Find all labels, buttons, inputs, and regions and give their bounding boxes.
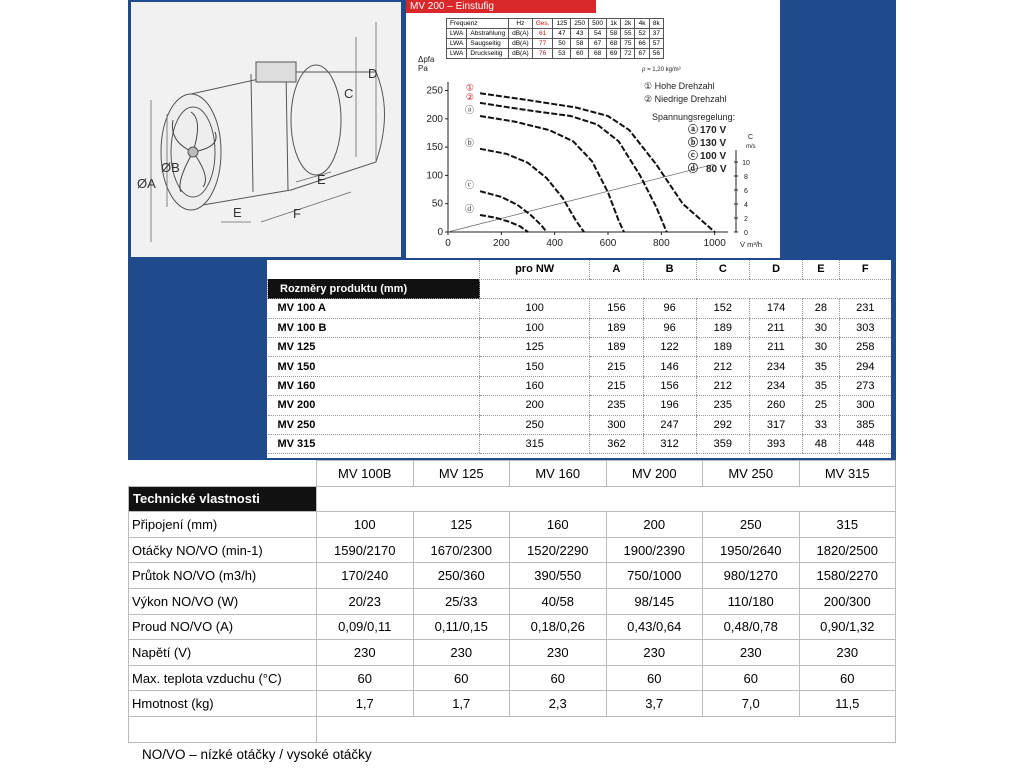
noise-cell: 58 xyxy=(607,29,621,39)
tech-row-label: Otáčky NO/VO (min-1) xyxy=(129,537,317,563)
density-note: ρ = 1,20 kg/m³ xyxy=(642,67,681,73)
y-label-top: Δpfa xyxy=(418,55,435,64)
voltage-value: 170 V xyxy=(700,125,727,136)
y-tick-label: 0 xyxy=(437,227,443,238)
dims-cell: 96 xyxy=(643,299,696,318)
tech-footnote: NO/VO – nízké otáčky / vysoké otáčky xyxy=(142,747,372,762)
noise-header-cell: 1k xyxy=(607,19,621,29)
tech-cell: 3,7 xyxy=(606,691,703,717)
dims-row xyxy=(268,299,892,318)
y-tick-label: 50 xyxy=(431,198,443,210)
curve-series-label: ① xyxy=(465,82,474,93)
tech-body xyxy=(129,512,896,717)
noise-header-cell: 250 xyxy=(571,19,589,29)
tech-cell: 1950/2640 xyxy=(703,537,800,563)
noise-header-cell: 4k xyxy=(635,19,649,29)
curve-series-label: ⓒ xyxy=(464,180,474,191)
curve-title: MV 200 – Einstufig xyxy=(406,0,596,13)
tech-cell: 60 xyxy=(317,665,414,691)
x-tick-label: 0 xyxy=(445,238,451,249)
dims-header-cell: D xyxy=(749,260,802,279)
noise-cell: 67 xyxy=(635,49,649,59)
tech-cell: 1,7 xyxy=(413,691,510,717)
dims-cell: 235 xyxy=(696,396,749,415)
dims-cell: 250 xyxy=(480,415,590,434)
noise-row-label: Abstrahlung xyxy=(467,29,509,39)
tech-row-label: Průtok NO/VO (m3/h) xyxy=(129,563,317,589)
tech-cell: 1670/2300 xyxy=(413,537,510,563)
dims-header-cell: pro NW xyxy=(480,260,590,279)
tech-cell: 110/180 xyxy=(703,588,800,614)
noise-unit: dB(A) xyxy=(509,29,533,39)
noise-total: 61 xyxy=(532,29,553,39)
tech-header-cell: MV 160 xyxy=(510,461,607,487)
tech-cell: 390/550 xyxy=(510,563,607,589)
tech-cell: 20/23 xyxy=(317,588,414,614)
curve-series xyxy=(480,116,624,232)
noise-total: 76 xyxy=(532,49,553,59)
chart-ticks xyxy=(426,82,750,249)
tech-cell: 0,09/0,11 xyxy=(317,614,414,640)
dims-model: MV 200 xyxy=(268,396,480,415)
tech-row xyxy=(129,563,896,589)
voltage-value: 130 V xyxy=(700,138,727,149)
dims-cell: 359 xyxy=(696,435,749,454)
noise-symbol: LWA xyxy=(447,29,467,39)
tech-cell: 1900/2390 xyxy=(606,537,703,563)
voltage-mark: ⓑ xyxy=(688,138,698,149)
c-axis-unit: m/s xyxy=(746,144,756,150)
dims-model: MV 315 xyxy=(268,435,480,454)
noise-cell: 67 xyxy=(589,39,607,49)
noise-cell: 50 xyxy=(553,39,571,49)
noise-symbol: LWA xyxy=(447,49,467,59)
noise-cell: 68 xyxy=(589,49,607,59)
velocity-line xyxy=(448,164,715,232)
dims-cell: 212 xyxy=(696,357,749,376)
tech-row xyxy=(129,537,896,563)
dims-model: MV 100 B xyxy=(268,318,480,337)
dims-cell: 211 xyxy=(749,318,802,337)
dim-label-e-front: E xyxy=(233,205,242,220)
x-tick-label: 600 xyxy=(599,238,617,249)
tech-cell: 980/1270 xyxy=(703,563,800,589)
impeller-hub xyxy=(188,147,198,157)
dims-model: MV 150 xyxy=(268,357,480,376)
tech-cell: 100 xyxy=(317,512,414,538)
voltage-mark: ⓒ xyxy=(688,151,698,162)
fan-curve-chart xyxy=(406,0,780,258)
noise-cell: 68 xyxy=(607,39,621,49)
tech-cell: 230 xyxy=(703,640,800,666)
fan-technical-drawing xyxy=(131,2,401,257)
dims-cell: 385 xyxy=(839,415,891,434)
tech-cell: 1580/2270 xyxy=(799,563,896,589)
x-tick-label: 400 xyxy=(546,238,564,249)
tech-cell: 250/360 xyxy=(413,563,510,589)
dims-header-cell: A xyxy=(590,260,643,279)
dims-header-cell: F xyxy=(839,260,891,279)
curve-series-label: ⓐ xyxy=(464,104,474,115)
tech-cell: 750/1000 xyxy=(606,563,703,589)
dims-cell: 30 xyxy=(803,318,839,337)
tech-cell: 230 xyxy=(606,640,703,666)
noise-cell: 58 xyxy=(571,39,589,49)
dims-cell: 35 xyxy=(803,357,839,376)
noise-header-cell: Ges. xyxy=(532,19,553,29)
tech-section-spacer xyxy=(317,486,896,512)
tech-header-cell: MV 200 xyxy=(606,461,703,487)
dims-row xyxy=(268,357,892,376)
tech-cell: 60 xyxy=(703,665,800,691)
noise-header-cell: Frequenz xyxy=(447,19,509,29)
body-seam xyxy=(251,72,288,192)
tech-cell: 250 xyxy=(703,512,800,538)
noise-header-cell: 8k xyxy=(649,19,663,29)
dims-cell: 189 xyxy=(590,318,643,337)
curve-series-label: ⓓ xyxy=(464,204,474,215)
tech-empty-row xyxy=(129,716,896,742)
tech-cell: 98/145 xyxy=(606,588,703,614)
tech-cell: 170/240 xyxy=(317,563,414,589)
dims-cell: 125 xyxy=(480,338,590,357)
noise-cell: 56 xyxy=(649,49,663,59)
dims-cell: 200 xyxy=(480,396,590,415)
dims-cell: 231 xyxy=(839,299,891,318)
fan-curve-panel xyxy=(406,0,780,258)
noise-row-label: Saugseitig xyxy=(467,39,509,49)
tech-cell: 1820/2500 xyxy=(799,537,896,563)
dims-cell: 235 xyxy=(590,396,643,415)
fan-drawing-svg xyxy=(131,2,401,257)
tech-row-label: Max. teplota vzduchu (°C) xyxy=(129,665,317,691)
dims-cell: 260 xyxy=(749,396,802,415)
dim-label-d: D xyxy=(368,66,378,81)
dims-cell: 35 xyxy=(803,376,839,395)
voltage-value: 80 V xyxy=(706,164,727,175)
technical-table xyxy=(128,460,896,743)
tech-row-label: Připojení (mm) xyxy=(129,512,317,538)
tech-cell: 11,5 xyxy=(799,691,896,717)
dims-cell: 312 xyxy=(643,435,696,454)
dims-section-title: Rozměry produktu (mm) xyxy=(268,279,480,298)
noise-cell: 54 xyxy=(589,29,607,39)
dims-cell: 122 xyxy=(643,338,696,357)
tech-cell: 0,18/0,26 xyxy=(510,614,607,640)
tech-header-cell: MV 250 xyxy=(703,461,800,487)
tech-cell: 230 xyxy=(413,640,510,666)
dims-row xyxy=(268,338,892,357)
tech-row xyxy=(129,512,896,538)
dim-label-a: ØA xyxy=(137,176,156,191)
dim-label-c: C xyxy=(344,86,354,101)
dims-cell: 317 xyxy=(749,415,802,434)
voltage-mark: ⓓ xyxy=(688,164,698,175)
tech-cell: 200/300 xyxy=(799,588,896,614)
legend-high: ① Hohe Drehzahl xyxy=(644,81,715,91)
tech-cell: 160 xyxy=(510,512,607,538)
dims-cell: 189 xyxy=(696,338,749,357)
dims-cell: 100 xyxy=(480,299,590,318)
dims-row xyxy=(268,415,892,434)
noise-cell: 43 xyxy=(571,29,589,39)
tech-row-label: Proud NO/VO (A) xyxy=(129,614,317,640)
dims-cell: 150 xyxy=(480,357,590,376)
dims-cell: 300 xyxy=(839,396,891,415)
noise-header-cell: 500 xyxy=(589,19,607,29)
tech-cell: 1520/2290 xyxy=(510,537,607,563)
dims-cell: 33 xyxy=(803,415,839,434)
noise-row-label: Druckseitig xyxy=(467,49,509,59)
dims-section-spacer xyxy=(480,279,892,298)
dims-model: MV 125 xyxy=(268,338,480,357)
x-tick-label: 800 xyxy=(652,238,670,249)
dims-model: MV 160 xyxy=(268,376,480,395)
noise-header-cell: 2k xyxy=(621,19,635,29)
tech-cell: 2,3 xyxy=(510,691,607,717)
c-tick-label: 8 xyxy=(744,174,748,181)
dims-cell: 174 xyxy=(749,299,802,318)
noise-cell: 57 xyxy=(649,39,663,49)
tech-cell: 230 xyxy=(317,640,414,666)
dims-cell: 25 xyxy=(803,396,839,415)
curve-series xyxy=(480,103,667,232)
y-tick-label: 100 xyxy=(426,170,443,182)
tech-row-label: Hmotnost (kg) xyxy=(129,691,317,717)
dims-cell: 100 xyxy=(480,318,590,337)
tech-cell: 230 xyxy=(510,640,607,666)
y-tick-label: 200 xyxy=(426,113,443,125)
dims-cell: 211 xyxy=(749,338,802,357)
tech-corner xyxy=(129,461,317,487)
dims-cell: 247 xyxy=(643,415,696,434)
tech-cell: 0,11/0,15 xyxy=(413,614,510,640)
dims-cell: 189 xyxy=(590,338,643,357)
dims-section-row xyxy=(268,279,892,298)
dims-cell: 292 xyxy=(696,415,749,434)
dims-cell: 300 xyxy=(590,415,643,434)
dimensions-table-panel xyxy=(267,260,891,458)
technical-table-panel xyxy=(128,460,896,768)
noise-cell: 37 xyxy=(649,29,663,39)
tech-section-row xyxy=(129,486,896,512)
dims-cell: 315 xyxy=(480,435,590,454)
tech-cell: 60 xyxy=(799,665,896,691)
noise-header-cell: Hz xyxy=(509,19,533,29)
y-tick-label: 250 xyxy=(426,85,443,97)
dims-cell: 273 xyxy=(839,376,891,395)
curve-series-label: ② xyxy=(465,91,474,102)
dims-cell: 160 xyxy=(480,376,590,395)
tech-cell: 60 xyxy=(606,665,703,691)
dims-cell: 294 xyxy=(839,357,891,376)
dims-cell: 393 xyxy=(749,435,802,454)
dim-label-e-rear: E xyxy=(317,172,326,187)
tech-row-label: Napětí (V) xyxy=(129,640,317,666)
dims-cell: 234 xyxy=(749,357,802,376)
dims-cell: 156 xyxy=(590,299,643,318)
tech-cell: 1590/2170 xyxy=(317,537,414,563)
dims-cell: 28 xyxy=(803,299,839,318)
curve-series xyxy=(480,191,547,232)
tech-section-title: Technické vlastnosti xyxy=(129,486,317,512)
tech-row xyxy=(129,665,896,691)
tech-empty-cell xyxy=(317,716,896,742)
dims-cell: 448 xyxy=(839,435,891,454)
dims-cell: 196 xyxy=(643,396,696,415)
tech-cell: 7,0 xyxy=(703,691,800,717)
c-tick-label: 4 xyxy=(744,202,748,209)
tech-cell: 1,7 xyxy=(317,691,414,717)
dims-cell: 189 xyxy=(696,318,749,337)
tech-cell: 0,43/0,64 xyxy=(606,614,703,640)
dims-corner xyxy=(268,260,480,279)
dims-row xyxy=(268,435,892,454)
dims-cell: 156 xyxy=(643,376,696,395)
tech-header-cell: MV 315 xyxy=(799,461,896,487)
noise-unit: dB(A) xyxy=(509,49,533,59)
tech-cell: 60 xyxy=(510,665,607,691)
tech-header-cell: MV 100B xyxy=(317,461,414,487)
x-tick-label: 1000 xyxy=(703,238,726,249)
noise-cell: 47 xyxy=(553,29,571,39)
dims-cell: 234 xyxy=(749,376,802,395)
y-label-bottom: Pa xyxy=(418,64,428,73)
noise-cell: 72 xyxy=(621,49,635,59)
curve-series-label: ⓑ xyxy=(464,137,474,148)
tech-cell: 0,48/0,78 xyxy=(703,614,800,640)
dims-header-cell: B xyxy=(643,260,696,279)
dims-cell: 152 xyxy=(696,299,749,318)
dims-cell: 96 xyxy=(643,318,696,337)
dims-row xyxy=(268,318,892,337)
tech-header-cell: MV 125 xyxy=(413,461,510,487)
noise-cell: 75 xyxy=(621,39,635,49)
noise-total: 77 xyxy=(532,39,553,49)
rear-ring xyxy=(291,65,341,175)
noise-cell: 60 xyxy=(571,49,589,59)
legend-low: ② Niedrige Drehzahl xyxy=(644,94,727,104)
noise-symbol: LWA xyxy=(447,39,467,49)
dimensions-table xyxy=(267,260,891,454)
dims-model: MV 250 xyxy=(268,415,480,434)
tech-cell: 60 xyxy=(413,665,510,691)
tech-row xyxy=(129,588,896,614)
dims-body xyxy=(268,299,892,454)
tech-header-row xyxy=(129,461,896,487)
tech-row-label: Výkon NO/VO (W) xyxy=(129,588,317,614)
dims-row xyxy=(268,396,892,415)
tech-cell: 0,90/1,32 xyxy=(799,614,896,640)
noise-cell: 53 xyxy=(553,49,571,59)
dims-header-cell: E xyxy=(803,260,839,279)
dims-cell: 215 xyxy=(590,357,643,376)
dims-header-row xyxy=(268,260,892,279)
dims-cell: 215 xyxy=(590,376,643,395)
noise-cell: 52 xyxy=(635,29,649,39)
dims-cell: 362 xyxy=(590,435,643,454)
dim-label-f: F xyxy=(293,206,301,221)
x-label: V̇ m³/h xyxy=(740,240,763,249)
tech-row xyxy=(129,614,896,640)
c-tick-label: 6 xyxy=(744,188,748,195)
x-tick-label: 200 xyxy=(492,238,510,249)
tech-cell: 25/33 xyxy=(413,588,510,614)
tech-empty-cell xyxy=(129,716,317,742)
noise-header-cell: 125 xyxy=(553,19,571,29)
dims-cell: 30 xyxy=(803,338,839,357)
tech-cell: 315 xyxy=(799,512,896,538)
c-tick-label: 2 xyxy=(744,216,748,223)
noise-unit: dB(A) xyxy=(509,39,533,49)
c-tick-label: 0 xyxy=(744,230,748,237)
tech-cell: 125 xyxy=(413,512,510,538)
dims-cell: 146 xyxy=(643,357,696,376)
tech-row xyxy=(129,691,896,717)
voltage-mark: ⓐ xyxy=(688,125,698,136)
voltage-title: Spannungsregelung: xyxy=(652,112,736,122)
c-axis-label: C xyxy=(748,134,754,141)
tech-cell: 200 xyxy=(606,512,703,538)
tech-cell: 230 xyxy=(799,640,896,666)
noise-cell: 66 xyxy=(635,39,649,49)
terminal-box xyxy=(256,62,296,82)
dim-label-b: ØB xyxy=(161,160,180,175)
dims-model: MV 100 A xyxy=(268,299,480,318)
noise-cell: 69 xyxy=(607,49,621,59)
voltage-value: 100 V xyxy=(700,151,727,162)
tech-row xyxy=(129,640,896,666)
dims-cell: 212 xyxy=(696,376,749,395)
c-tick-label: 10 xyxy=(742,160,750,167)
dims-cell: 303 xyxy=(839,318,891,337)
tech-cell: 40/58 xyxy=(510,588,607,614)
dims-row xyxy=(268,376,892,395)
y-tick-label: 150 xyxy=(426,142,443,154)
dims-cell: 258 xyxy=(839,338,891,357)
dims-cell: 48 xyxy=(803,435,839,454)
noise-cell: 55 xyxy=(621,29,635,39)
dims-header-cell: C xyxy=(696,260,749,279)
